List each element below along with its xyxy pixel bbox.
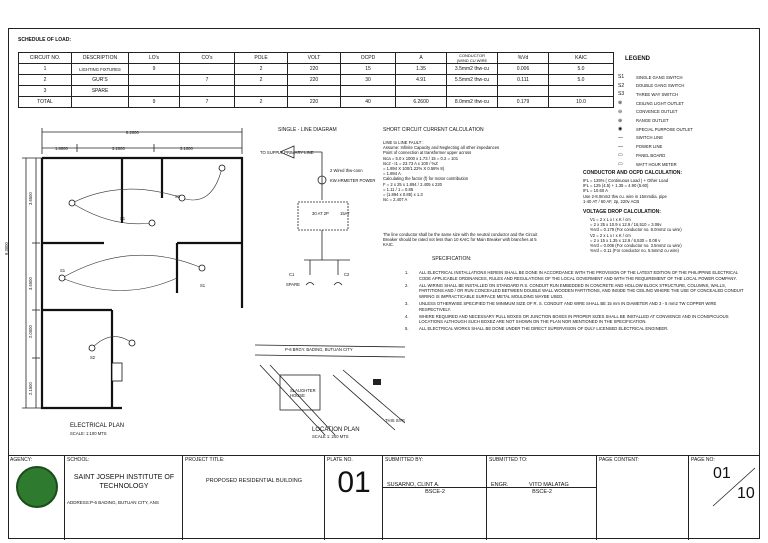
dim-vertical-2: 3.6500	[28, 277, 33, 290]
conductor-header: CONDUCTOR	[459, 53, 485, 58]
legend-symbol: —	[618, 134, 623, 141]
building-label: SLAUGHTER HOUSE	[290, 388, 316, 399]
header-cell: %Vd	[498, 53, 549, 64]
legend-symbol: ◉	[618, 126, 623, 133]
dim-2: 3.2000	[112, 146, 125, 151]
calc-line: 1-40 AT / 60 AF, 2p, 220v ACB	[583, 198, 640, 204]
legend-item	[618, 74, 683, 80]
cell: 0.179	[498, 97, 549, 108]
legend-label: THREE WAY SWITCH	[636, 91, 679, 97]
cell	[447, 86, 498, 97]
spec-number: 4.	[405, 313, 409, 319]
plate-cell	[324, 456, 382, 540]
header-cell: KAIC	[549, 53, 614, 64]
calc-line: IFL = 125 (4.5) + 1.35 = 4.90 (5.60)	[583, 183, 649, 189]
spec-text: ALL ELECTRICAL WORKS SHALL BE DONE UNDER THE DIRECT SUPERVISION OF DULY LICENSED ELECTRICAL ENGINEER.	[419, 326, 669, 332]
mcb-main-label: 30 AT 2P	[312, 211, 329, 216]
site-label: THIS SITE	[385, 418, 406, 423]
calc-line: IFL = 125% ( Continuous Load ) + Other Load	[583, 178, 669, 183]
legend-item	[618, 161, 677, 167]
cell: 4.91	[396, 75, 447, 86]
supply-label: TO SUPPLY PRIMARY LINE	[260, 150, 314, 155]
short-circuit-note: The line conductor shall be the same size with the neutral conductor and the Circuit Breaker should be rated not less than 10 KAIC for Main Breaker with branches at 5 KAIC.	[383, 232, 538, 248]
cell: LIGHTING FIXTURES	[72, 64, 129, 75]
header-cell: VOLT	[288, 53, 341, 64]
short-circuit-title: SHORT CIRCUIT CURRENT CALCULATION	[383, 127, 484, 133]
voltage-drop-lines	[590, 217, 755, 253]
legend-item	[618, 100, 684, 106]
mcb-branch-label: 15AT	[340, 211, 350, 216]
conductor-calc-lines	[583, 178, 753, 204]
cell: 0.111	[498, 75, 549, 86]
calc-line: = (1.894 x 0.85) x 1.3	[383, 192, 423, 198]
calc-line: Isca = 5.0 x 1000 x 1.73 / 15 = 0.2 = 101	[383, 155, 459, 161]
cell: 3.5mm2 thw-cu	[447, 64, 498, 75]
legend-symbol: —	[618, 143, 623, 150]
voltage-drop-title: VOLTAGE DROP CALCULATION:	[583, 209, 661, 215]
legend-label: PANEL BOARD	[636, 152, 666, 158]
spec-item	[405, 314, 745, 325]
calc-line: = 1.11 / 1 = 0.85	[383, 186, 414, 192]
calc-line: Isc = 2.407 A	[383, 197, 408, 203]
cell: 220	[288, 75, 341, 86]
legend-label: POWER LINE	[636, 144, 663, 150]
cell: 9	[129, 97, 180, 108]
project-label: PROJECT TITLE:	[185, 457, 225, 463]
road-label: P-6 BRGY. BADING, BUTUAN CITY	[285, 347, 353, 352]
legend-item	[618, 126, 693, 132]
short-circuit-lines	[383, 140, 563, 202]
cell: 5.5mm2 thw-cu	[447, 75, 498, 86]
header-cell: LO's	[129, 53, 180, 64]
cell: 3	[19, 86, 72, 97]
location-plan-title: LOCATION PLAN	[312, 427, 360, 433]
cell: GUR'S	[72, 75, 129, 86]
project-title: PROPOSED RESIDENTIAL BUILDING	[205, 478, 303, 484]
calc-line: Point of connection at transformer upper across	[383, 150, 472, 156]
header-cell: A	[396, 53, 447, 64]
calc-line: = 1.894 X 100/1.22% X 0.58% 8)	[383, 166, 445, 172]
dim-vertical-3: 2.0000	[28, 325, 33, 338]
dim-vertical-4: 2.1500	[28, 382, 33, 395]
dim-total: 8.2000	[126, 130, 139, 135]
calc-line: Assume: Infinite Capacity and Neglecting all other impedances	[383, 145, 500, 151]
cell	[129, 75, 180, 86]
table-row-total	[19, 97, 614, 108]
specification-list	[405, 270, 745, 333]
spec-number: 3.	[405, 300, 409, 306]
calc-line: Use 2-8.0mm2 thw cu. wire in 15mmdia. pipe	[583, 193, 667, 199]
legend-item	[618, 118, 669, 124]
header-cell: CIRCUIT NO.	[19, 53, 72, 64]
page-no-cell	[688, 456, 760, 540]
spec-text: UNLESS OTHERWISE SPECIFIED THE MINIMUM SIZE OF R. S. CONDUIT AND WIRE SHALL BE 15 mm IN DIAMETER AND 3 - 5 mm2 TW COPPER WIRE RESPECTIVELY.	[419, 300, 717, 312]
legend-item	[618, 109, 677, 115]
legend-label: SWITCH LINE	[636, 135, 663, 141]
page-no-label: PAGE NO:	[691, 457, 715, 463]
calc-line: = 2 x 25 x 10.9 x 12.9 / 16,510 = 3.06v	[590, 222, 662, 228]
project-cell	[182, 456, 324, 540]
calc-line: %Vd = 0.179 (For conductor no. 8.0mm2 cu wire)	[590, 227, 682, 233]
cell: 220	[288, 97, 341, 108]
single-line-diagram	[280, 140, 380, 290]
cell: 9	[129, 64, 180, 75]
submitted-by-name: SUSARNO, CLINT A.	[387, 482, 440, 488]
dim-1: 1.8000	[55, 146, 68, 151]
cell: 220	[288, 64, 341, 75]
legend-item	[618, 144, 662, 150]
legend-label: SPECIAL PURPOSE OUTLET	[636, 126, 693, 132]
cell: 2	[235, 64, 288, 75]
cell: 7	[180, 75, 235, 86]
table-header-row	[19, 53, 614, 64]
electrical-plan-scale: SCALE: 1:100 MTS	[70, 431, 107, 436]
submitted-by-label: SUBMITTED BY:	[385, 457, 424, 463]
calc-line: F = 2 x 25 x 1.894 / 2.405 x 220	[383, 181, 443, 187]
cell: 7	[180, 97, 235, 108]
spec-item	[405, 301, 745, 312]
submitted-to-label: SUBMITTED TO:	[489, 457, 528, 463]
spec-text: ALL ELECTRICAL INSTALLATIONS HEREIN SHALL BE DONE IN ACCORDANCE WITH THE PROVISION OF THE LATEST EDITION OF THE PHILIPPINE ELECTRICAL CODE APPLICABLE ORDINANCES, RULES AND REGULATIONS OF THE LOCAL GOVERMENT AND WITH THE REQUIREMENT OF THE LOCAL POWER COMPANY.	[419, 270, 739, 281]
calc-line: V1 = 2 x L x I x K / cm	[590, 217, 631, 222]
header-cell: CO's	[180, 53, 235, 64]
header-cell-conductor	[447, 53, 498, 64]
cell: 5.0	[549, 75, 614, 86]
table-row	[19, 64, 614, 75]
legend-symbol: S2	[618, 82, 625, 89]
spec-item	[405, 326, 745, 332]
school-cell	[64, 456, 182, 540]
circuit-2-label: C2	[344, 272, 350, 277]
cell: SPARE	[72, 86, 129, 97]
calc-line: LINE to LINE FAULT :	[383, 140, 424, 145]
legend-label: WATT HOUR METER	[636, 161, 677, 167]
legend-symbol: ⊕	[618, 117, 623, 124]
cell: 5.0	[549, 64, 614, 75]
submitted-to-name: VITO MALATAG	[529, 482, 569, 488]
cell	[341, 86, 396, 97]
location-plan-scale: SCALE 1: 200 MTS	[312, 434, 349, 439]
cell: 40	[341, 97, 396, 108]
agency-label: AGENCY:	[10, 457, 33, 463]
cell	[180, 86, 235, 97]
calc-line: V2 = 2 x L x I x K / cm	[590, 232, 631, 238]
dim-3: 3.1000	[180, 146, 193, 151]
page-content-cell	[596, 456, 688, 540]
meter-power-label: KW.HRMETER POWER	[330, 178, 376, 183]
cell	[288, 86, 341, 97]
schedule-title: SCHEDULE OF LOAD:	[18, 37, 72, 43]
legend-symbol: ⊗	[618, 100, 623, 107]
calc-line: = 1.894 A	[383, 171, 401, 177]
legend-item	[618, 83, 684, 89]
title-block	[8, 455, 760, 540]
spare-label: SPARE	[286, 282, 300, 287]
legend-title: LEGEND	[625, 56, 651, 62]
cell: TOTAL	[19, 97, 72, 108]
cell	[72, 97, 129, 108]
cell: 2	[235, 75, 288, 86]
agency-cell	[8, 456, 64, 540]
circuit-1-label: C1	[289, 272, 295, 277]
legend-label: CEILING LIGHT OUTLET	[636, 100, 684, 106]
cell	[498, 86, 549, 97]
legend-label: DOUBLE GANG SWITCH	[636, 83, 685, 89]
plate-number: 01	[337, 466, 371, 499]
dim-vertical-total: 9.3000	[4, 242, 9, 255]
table-row	[19, 75, 614, 86]
school-name: SAINT JOSEPH INSTITUTE OF TECHNOLOGY	[73, 474, 175, 490]
cell	[235, 86, 288, 97]
legend-item	[618, 152, 665, 158]
spec-item	[405, 270, 745, 281]
legend-label: CONVENCE OUTLET	[636, 109, 678, 115]
plate-label: PLATE NO.	[327, 457, 353, 463]
spec-text: WHERE REQUIRED AND NECESSARY PULL BOXES OR JUNCTION BOXES IN PROPER SIZES SHALL BE INSTALLED AT CONVIENCE AND IN CONSPICUOUS LOCATIONS ALTHOUGH SUCH BOXEZ ARE NOT SHOWN ON THE PLAN NOR MENTIONED IN THE SPECIFICATION.	[419, 313, 729, 325]
cell	[180, 64, 235, 75]
header-cell: DESCRIPTION	[72, 53, 129, 64]
submitted-by-course: BSCE-2	[425, 489, 445, 495]
spec-number: 1.	[405, 270, 409, 275]
spec-item	[405, 283, 745, 300]
cell: 1.35	[396, 64, 447, 75]
switch-label: S1	[120, 216, 126, 221]
cell: 1	[19, 64, 72, 75]
specification-title: SPECIFICATION:	[432, 256, 472, 262]
single-line-title: SINGLE - LINE DIAGRAM	[278, 127, 337, 133]
header-cell: POLE	[235, 53, 288, 64]
submitted-to-cell	[486, 456, 596, 540]
cell: 2	[235, 97, 288, 108]
cell: 10.0	[549, 97, 614, 108]
legend-symbol: ⊖	[618, 108, 623, 115]
page-total: 10	[737, 485, 755, 502]
spec-number: 5.	[405, 326, 409, 332]
conductor-calc-title: CONDUCTOR AND OCPD CALCULATION:	[583, 170, 683, 176]
submitted-to-prefix: ENGR.	[491, 482, 509, 488]
legend-label: RANGE OUTLET	[636, 118, 669, 123]
legend-symbol: S1	[618, 74, 625, 80]
dim-vertical-1: 3.6500	[28, 192, 33, 205]
school-label: SCHOOL:	[67, 457, 90, 463]
submitted-by-cell	[382, 456, 486, 540]
cell: 0.006	[498, 64, 549, 75]
meter-label: 2 Wired thw-conn	[330, 168, 363, 173]
spec-number: 2.	[405, 282, 409, 288]
cell: 6.2600	[396, 97, 447, 108]
schedule-table	[18, 52, 614, 108]
page-number: 01	[713, 465, 731, 482]
legend-symbol: ▭	[618, 161, 623, 167]
spec-text: ALL WIRING SHALL BE INSTALLED ON STANDARD R.S. CONDUIT RUN EMBEDDED IN CONCRETE AND HOLLOW BLOCK STRUCTURE, COLUMNS, WALLS, PARTITIONS AND / OR RUN CONCEALED BETWEEN DOUBLE WALL WOODEN PARTITIONS, AND INSIDE THE CEILING WHERE THE USE OF CONCEALED CONDUIT WIRING IS IMPRACTICABLE SURFACE METAL MOULDING MAYBE USED.	[419, 282, 744, 299]
legend-item	[618, 91, 678, 97]
calc-line: = 2 x 15 x 1.35 x 12.9 / 6,530 = 0.08 v	[590, 237, 661, 243]
calc-line: %Vd = 0.006 (For conductor no. 3.5mm2 cu wire)	[590, 243, 682, 249]
location-plan-drawing	[255, 325, 405, 437]
calc-line: %Vd = 0.11 (For conductor no. 5.5mm2 cu wire)	[590, 248, 679, 254]
legend-item	[618, 135, 663, 141]
legend-symbol: S3	[618, 91, 625, 98]
table-row	[19, 86, 614, 97]
cell: 15	[341, 64, 396, 75]
cell	[549, 86, 614, 97]
calc-line: IFL = 10.60 A	[583, 188, 608, 194]
electrical-plan-title: ELECTRICAL PLAN	[70, 423, 125, 429]
cell	[129, 86, 180, 97]
legend-symbol: ▭	[618, 152, 623, 159]
electrical-plan-drawing	[12, 128, 262, 438]
calc-line: Isc2 - I1 = 23.73 A x 100 / %Z	[383, 160, 438, 166]
switch-label: S1	[60, 268, 66, 273]
submitted-to-course: BSCE-2	[532, 489, 552, 495]
cell: 30	[341, 75, 396, 86]
header-cell: OCPD	[341, 53, 396, 64]
school-address: ADDRESS:P-6 BADING, BUTUAN CITY, ANS	[67, 500, 159, 505]
conductor-subheader: (W/ND CU WIRE	[456, 58, 488, 63]
legend-label: SINGLE GANG SWITCH	[636, 74, 683, 80]
switch-label: S1	[200, 283, 206, 288]
switch-label: S2	[90, 355, 96, 360]
cell: 2	[19, 75, 72, 86]
calc-line: Calculating the factor (f) for motor contribution	[383, 176, 469, 182]
cell	[396, 86, 447, 97]
school-seal-icon	[16, 466, 58, 508]
cell: 8.0mm2 thw-cu	[447, 97, 498, 108]
page-content-label: PAGE CONTENT:	[599, 457, 639, 463]
switch-label: S2	[175, 194, 181, 199]
